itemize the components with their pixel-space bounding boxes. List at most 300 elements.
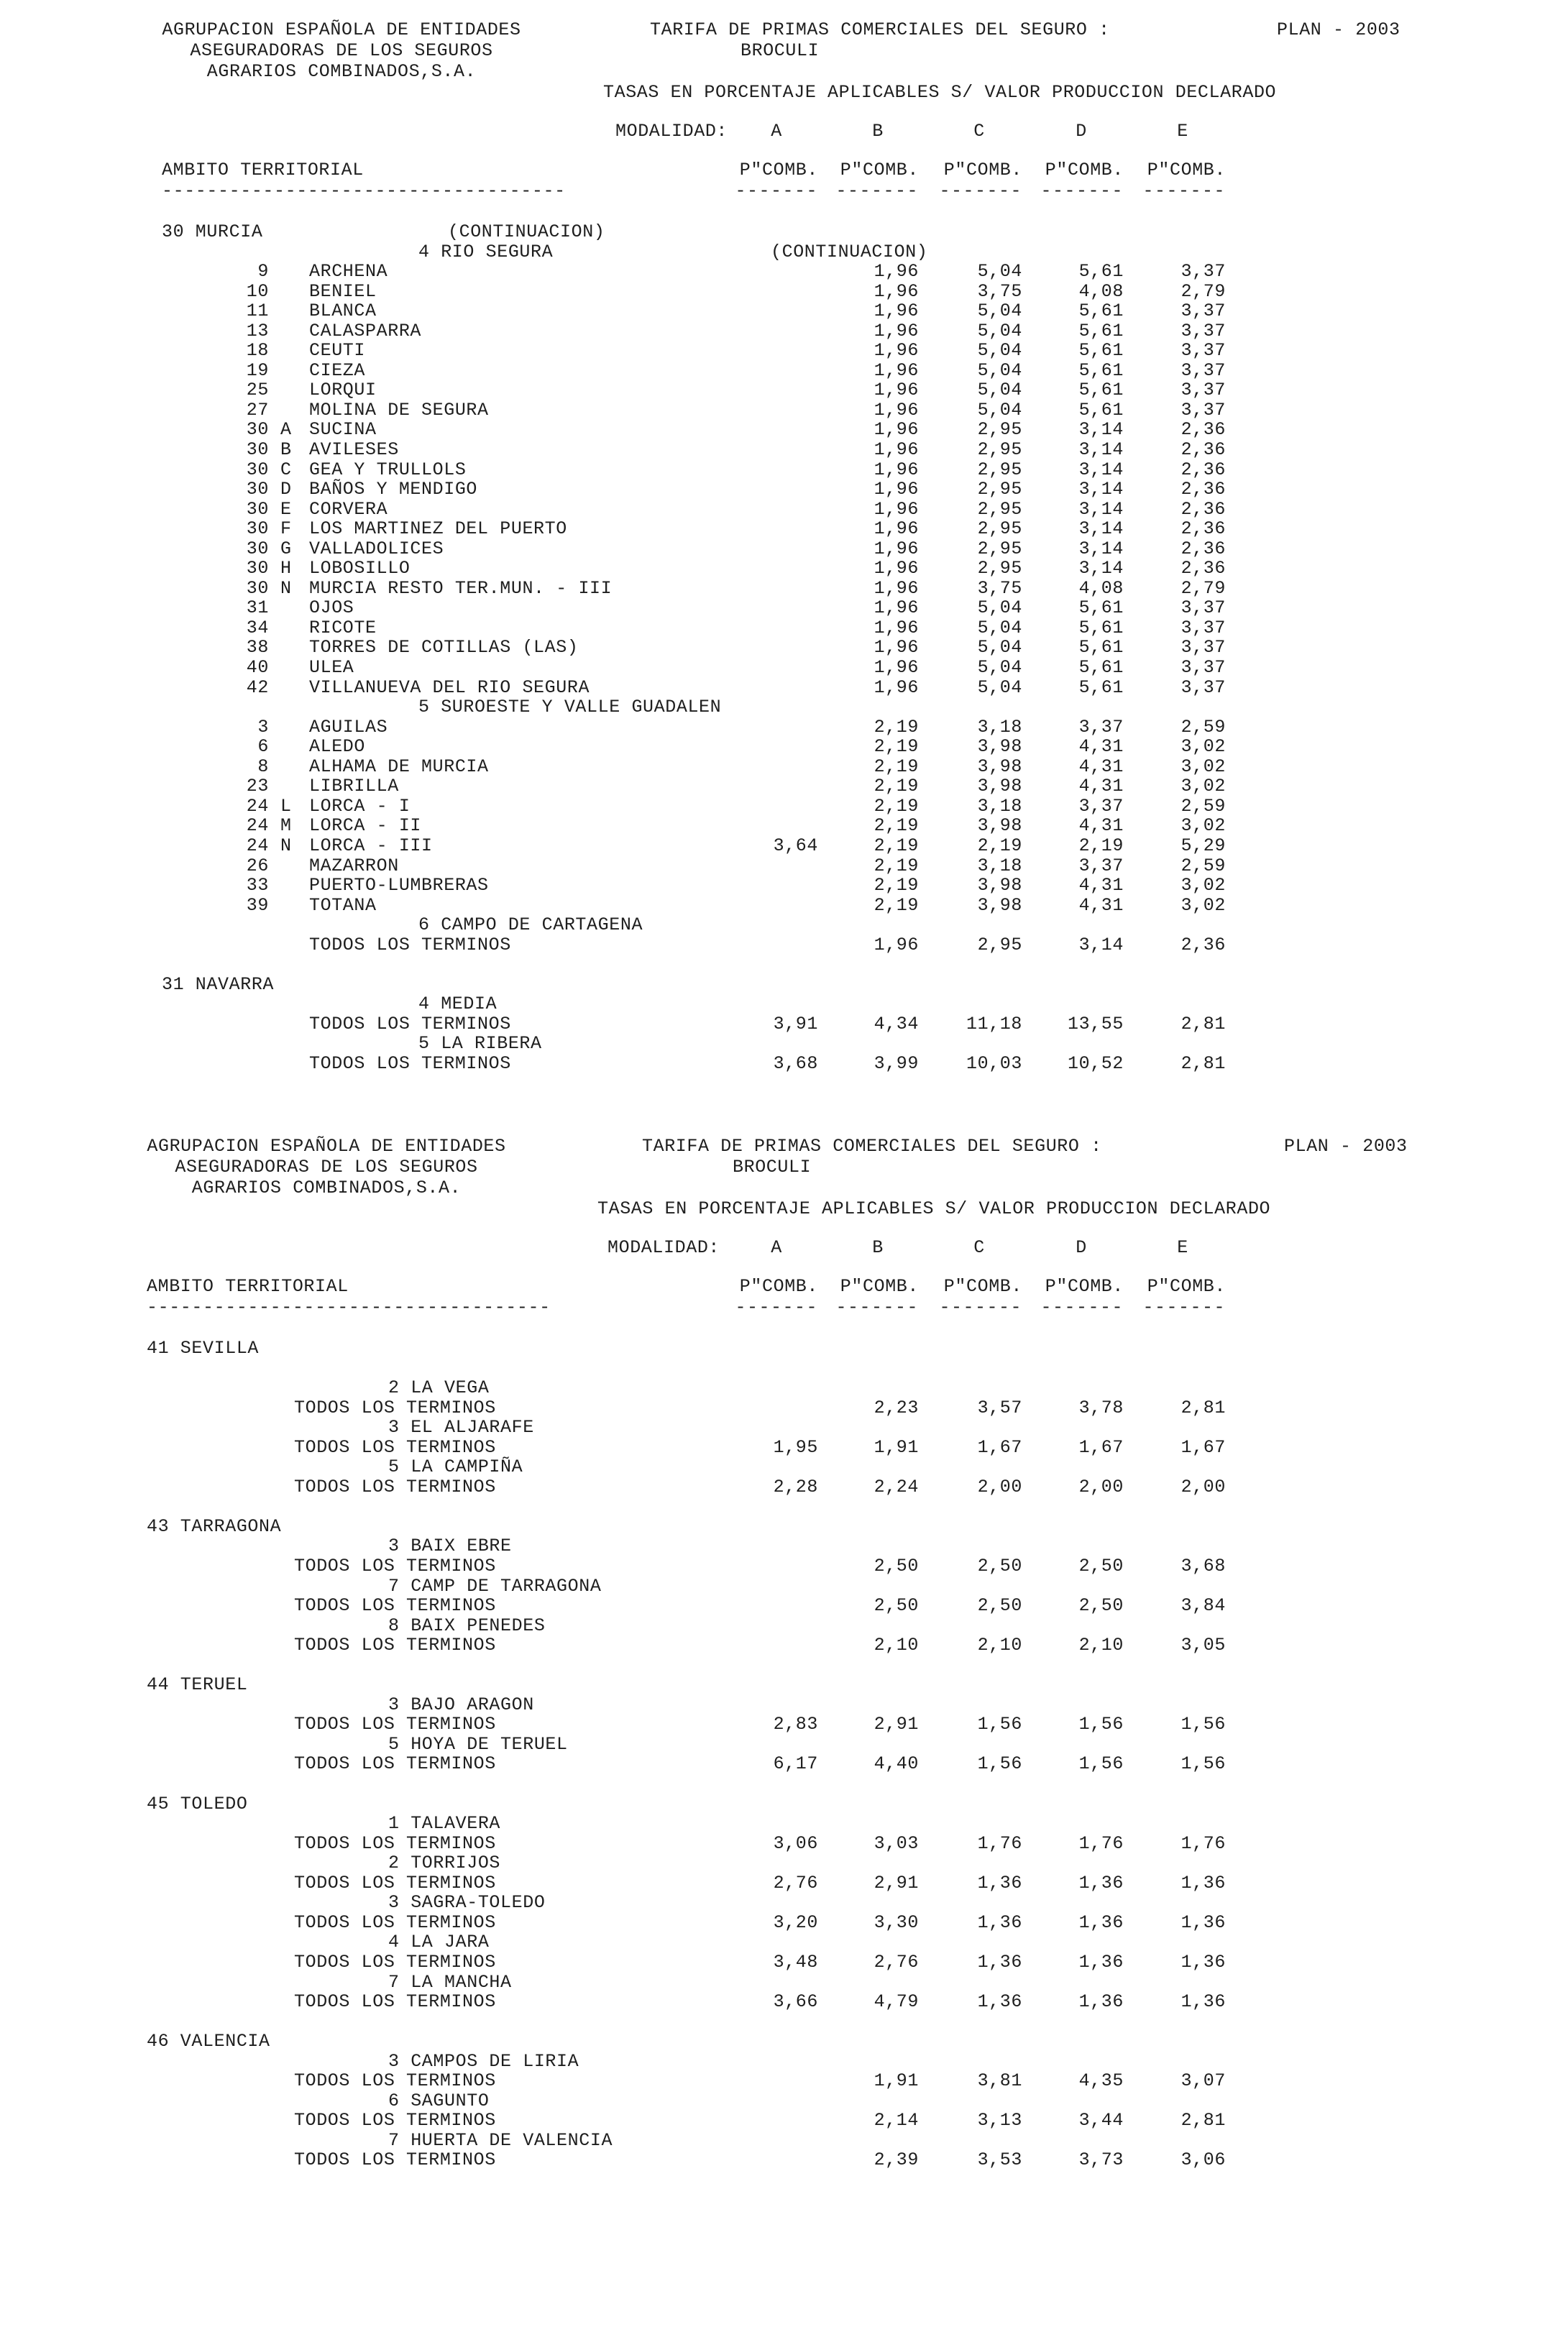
comarca-label: 3 BAIX EBRE	[388, 1536, 512, 1557]
rate-value-c: 5,04	[977, 676, 1022, 698]
comarca-label: 4 MEDIA	[418, 993, 498, 1015]
rate-value-e: 1,36	[1180, 1911, 1226, 1933]
column-header: P"COMB.	[943, 160, 1022, 180]
rate-value-e: 1,36	[1180, 1951, 1226, 1973]
plan-year: PLAN - 2003	[1277, 19, 1400, 40]
table-row	[0, 856, 1568, 876]
table-row	[0, 717, 1568, 738]
municipality-name: ALEDO	[309, 736, 366, 758]
rate-value-b: 2,19	[874, 795, 919, 817]
table-row	[0, 2150, 1568, 2170]
municipality-subcode: C	[280, 459, 292, 480]
comarca-row	[194, 1973, 1568, 1993]
comarca-row	[194, 1457, 1568, 1477]
rate-value-e: 3,37	[1180, 617, 1226, 638]
rate-value-c: 2,50	[977, 1595, 1022, 1617]
rate-value-c: 2,50	[977, 1556, 1022, 1577]
rate-value-c: 5,04	[977, 617, 1022, 638]
table-row	[0, 500, 1568, 520]
comarca-row	[194, 1378, 1568, 1398]
municipality-name: PUERTO-LUMBRERAS	[309, 875, 489, 896]
column-underline: -------	[735, 180, 818, 201]
comarca-label: 3 BAJO ARAGON	[388, 1694, 534, 1715]
comarca-label: 5 SUROESTE Y VALLE GUADALEN	[418, 697, 722, 718]
table-row	[0, 479, 1568, 500]
comarca-row	[194, 1853, 1568, 1873]
rate-value-d: 4,31	[1078, 894, 1124, 916]
organization-name-line: ASEGURADORAS DE LOS SEGUROS	[175, 1157, 478, 1178]
rate-value-e: 3,02	[1180, 875, 1226, 896]
rate-value-d: 1,36	[1078, 1872, 1124, 1894]
rate-value-b: 1,96	[874, 300, 919, 322]
rate-value-e: 3,07	[1180, 2070, 1226, 2092]
table-row	[0, 638, 1568, 658]
rate-value-d: 3,14	[1078, 518, 1124, 540]
comarca-label: 3 CAMPOS DE LIRIA	[388, 2050, 579, 2072]
rate-value-d: 5,61	[1078, 617, 1124, 638]
comarca-row	[209, 915, 1568, 935]
organization-name-line: ASEGURADORAS DE LOS SEGUROS	[190, 40, 493, 61]
rate-value-c: 5,04	[977, 320, 1022, 341]
comarca-label: 3 EL ALJARAFE	[388, 1417, 534, 1438]
table-row	[0, 935, 1568, 955]
municipality-subcode: F	[280, 518, 292, 540]
rate-value-d: 2,10	[1078, 1635, 1124, 1656]
rate-value-e: 3,02	[1180, 815, 1226, 837]
municipality-name: TODOS LOS TERMINOS	[294, 1832, 496, 1854]
rate-value-d: 3,44	[1078, 2110, 1124, 2131]
ambito-territorial-label: AMBITO TERRITORIAL	[162, 160, 364, 180]
rate-value-e: 2,36	[1180, 934, 1226, 955]
municipality-name: RICOTE	[309, 617, 377, 638]
crop-name: BROCULI	[741, 40, 820, 61]
rate-value-e: 3,84	[1180, 1595, 1226, 1617]
municipality-code: 30	[246, 479, 269, 500]
municipality-code: 6	[257, 736, 269, 758]
rate-value-c: 3,98	[977, 815, 1022, 837]
rate-value-c: 2,95	[977, 558, 1022, 579]
rate-value-c: 2,95	[977, 439, 1022, 461]
municipality-code: 30	[246, 419, 269, 441]
municipality-name: TODOS LOS TERMINOS	[294, 2149, 496, 2171]
rate-value-c: 5,04	[977, 340, 1022, 362]
comarca-row	[194, 2052, 1568, 2072]
municipality-code: 34	[246, 617, 269, 638]
province-row	[0, 1339, 1568, 1359]
rates-subtitle: TASAS EN PORCENTAJE APLICABLES S/ VALOR PRODUCCION DECLARADO	[603, 82, 1277, 103]
rate-value-c: 3,81	[977, 2070, 1022, 2092]
rate-value-b: 2,24	[874, 1476, 919, 1497]
rate-value-d: 4,31	[1078, 776, 1124, 797]
municipality-code: 33	[246, 875, 269, 896]
table-row	[0, 1992, 1568, 2012]
comarca-label: 5 HOYA DE TERUEL	[388, 1733, 568, 1755]
rate-value-d: 2,19	[1078, 835, 1124, 856]
rate-value-b: 2,19	[874, 815, 919, 837]
column-underline: -------	[1040, 180, 1124, 201]
rate-value-e: 2,59	[1180, 855, 1226, 876]
rate-value-b: 1,96	[874, 637, 919, 658]
municipality-name: TOTANA	[309, 894, 377, 916]
rate-value-e: 2,81	[1180, 2110, 1226, 2131]
modalidad-letter: C	[973, 121, 985, 142]
province-row	[0, 1794, 1568, 1814]
table-row	[0, 2111, 1568, 2131]
municipality-name: TODOS LOS TERMINOS	[294, 1595, 496, 1617]
rate-value-c: 3,98	[977, 875, 1022, 896]
rate-value-e: 2,36	[1180, 459, 1226, 480]
municipality-name: ULEA	[309, 657, 354, 679]
municipality-name: TODOS LOS TERMINOS	[309, 934, 511, 955]
column-header: P"COMB.	[1045, 1276, 1124, 1297]
municipality-name: LORCA - I	[309, 795, 411, 817]
municipality-code: 30	[246, 518, 269, 540]
modalidad-label: MODALIDAD:	[608, 1237, 720, 1258]
municipality-code: 30	[246, 459, 269, 480]
rate-value-c: 5,04	[977, 261, 1022, 283]
municipality-subcode: G	[280, 538, 292, 559]
rate-value-b: 2,19	[874, 776, 919, 797]
rate-value-d: 3,14	[1078, 439, 1124, 461]
comarca-row	[194, 1814, 1568, 1834]
rate-value-e: 2,00	[1180, 1476, 1226, 1497]
rate-value-b: 1,96	[874, 320, 919, 341]
rate-value-b: 2,76	[874, 1951, 919, 1973]
municipality-name: BAÑOS Y MENDIGO	[309, 479, 478, 500]
rate-value-d: 1,36	[1078, 1951, 1124, 1973]
rate-value-b: 2,91	[874, 1714, 919, 1735]
rate-value-b: 1,96	[874, 934, 919, 955]
comarca-row	[209, 242, 1568, 262]
rate-value-b: 4,34	[874, 1013, 919, 1034]
rate-value-d: 3,14	[1078, 479, 1124, 500]
table-row	[0, 440, 1568, 460]
rate-value-b: 1,96	[874, 498, 919, 520]
municipality-code: 30	[246, 439, 269, 461]
modalidad-letter: D	[1076, 121, 1087, 142]
municipality-name: AVILESES	[309, 439, 399, 461]
column-header: P"COMB.	[943, 1276, 1022, 1297]
rate-value-c: 3,98	[977, 736, 1022, 758]
comarca-label: 5 LA RIBERA	[418, 1033, 542, 1055]
comarca-row	[194, 1893, 1568, 1913]
rate-value-b: 2,19	[874, 835, 919, 856]
rate-value-e: 3,68	[1180, 1556, 1226, 1577]
rate-value-e: 2,36	[1180, 479, 1226, 500]
rate-value-c: 5,04	[977, 359, 1022, 381]
table-row	[0, 1014, 1568, 1034]
tariff-title: TARIFA DE PRIMAS COMERCIALES DEL SEGURO :	[642, 1136, 1102, 1157]
rate-value-b: 1,96	[874, 459, 919, 480]
rate-value-d: 4,31	[1078, 815, 1124, 837]
rate-value-b: 2,19	[874, 716, 919, 738]
column-header: P"COMB.	[739, 160, 818, 180]
rate-value-d: 5,61	[1078, 637, 1124, 658]
comarca-label: 1 TALAVERA	[388, 1813, 501, 1835]
province-row	[0, 975, 1568, 995]
table-row	[0, 1913, 1568, 1933]
municipality-code: 18	[246, 340, 269, 362]
rate-value-e: 1,76	[1180, 1832, 1226, 1854]
tariff-table	[0, 1339, 1568, 2170]
modalidad-letter: A	[771, 1237, 782, 1258]
rate-value-d: 1,36	[1078, 1911, 1124, 1933]
column-header: P"COMB.	[840, 1276, 919, 1297]
rate-value-a: 3,66	[773, 1991, 818, 2013]
table-row	[0, 896, 1568, 916]
modalidad-letter: C	[973, 1237, 985, 1258]
rate-value-d: 2,00	[1078, 1476, 1124, 1497]
column-header: P"COMB.	[1147, 160, 1226, 180]
comarca-label: 4 LA JARA	[388, 1932, 490, 1953]
comarca-label: 7 HUERTA DE VALENCIA	[388, 2129, 613, 2151]
table-row	[0, 420, 1568, 440]
comarca-label: 6 CAMPO DE CARTAGENA	[418, 914, 643, 936]
rate-value-d: 3,14	[1078, 419, 1124, 441]
table-row	[0, 301, 1568, 321]
municipality-name: ALHAMA DE MURCIA	[309, 756, 489, 777]
comarca-label: 7 CAMP DE TARRAGONA	[388, 1575, 602, 1597]
rate-value-b: 1,96	[874, 577, 919, 599]
municipality-name: LOS MARTINEZ DEL PUERTO	[309, 518, 567, 540]
rate-value-e: 3,02	[1180, 776, 1226, 797]
rate-value-d: 1,56	[1078, 1714, 1124, 1735]
column-header: P"COMB.	[1147, 1276, 1226, 1297]
table-row	[0, 361, 1568, 381]
table-row	[0, 598, 1568, 618]
rate-value-c: 5,04	[977, 637, 1022, 658]
table-row	[0, 1715, 1568, 1735]
modalidad-letter: E	[1177, 121, 1188, 142]
municipality-name: TODOS LOS TERMINOS	[294, 1911, 496, 1933]
municipality-name: TODOS LOS TERMINOS	[294, 1872, 496, 1894]
rate-value-d: 1,67	[1078, 1436, 1124, 1458]
rate-value-d: 13,55	[1067, 1013, 1124, 1034]
rate-value-e: 2,79	[1180, 577, 1226, 599]
rate-value-c: 1,67	[977, 1436, 1022, 1458]
organization-name-line: AGRUPACION ESPAÑOLA DE ENTIDADES	[147, 1136, 506, 1157]
municipality-name: VILLANUEVA DEL RIO SEGURA	[309, 676, 590, 698]
comarca-label: 8 BAIX PENEDES	[388, 1615, 546, 1636]
municipality-code: 23	[246, 776, 269, 797]
rate-value-a: 2,76	[773, 1872, 818, 1894]
rate-value-d: 4,31	[1078, 756, 1124, 777]
municipality-code: 13	[246, 320, 269, 341]
rate-value-e: 1,67	[1180, 1436, 1226, 1458]
municipality-code: 24	[246, 795, 269, 817]
rate-value-b: 2,19	[874, 875, 919, 896]
rate-value-d: 4,08	[1078, 280, 1124, 302]
rate-value-d: 4,31	[1078, 736, 1124, 758]
municipality-code: 31	[246, 597, 269, 619]
rate-value-c: 5,04	[977, 399, 1022, 421]
table-row	[0, 737, 1568, 757]
rate-value-c: 2,95	[977, 419, 1022, 441]
rate-value-c: 2,95	[977, 459, 1022, 480]
table-row	[0, 1477, 1568, 1497]
comarca-label: 2 TORRIJOS	[388, 1853, 501, 1874]
rate-value-d: 5,61	[1078, 676, 1124, 698]
rate-value-d: 4,31	[1078, 875, 1124, 896]
table-row	[0, 1952, 1568, 1973]
province-row	[0, 1675, 1568, 1695]
municipality-name: TODOS LOS TERMINOS	[294, 1397, 496, 1418]
municipality-name: TODOS LOS TERMINOS	[294, 1635, 496, 1656]
table-row	[0, 1635, 1568, 1656]
rate-value-a: 1,95	[773, 1436, 818, 1458]
rate-value-c: 3,57	[977, 1397, 1022, 1418]
municipality-name: TODOS LOS TERMINOS	[294, 1556, 496, 1577]
rate-value-b: 2,14	[874, 2110, 919, 2131]
municipality-code: 24	[246, 835, 269, 856]
table-row	[0, 876, 1568, 896]
table-row	[0, 1054, 1568, 1074]
table-row	[0, 460, 1568, 480]
rate-value-e: 1,56	[1180, 1753, 1226, 1775]
rate-value-c: 1,76	[977, 1832, 1022, 1854]
rate-value-e: 2,81	[1180, 1013, 1226, 1034]
rate-value-d: 3,14	[1078, 934, 1124, 955]
rate-value-c: 1,56	[977, 1753, 1022, 1775]
table-row	[0, 579, 1568, 599]
rate-value-b: 1,96	[874, 261, 919, 283]
rate-value-c: 1,36	[977, 1911, 1022, 1933]
rate-value-c: 3,13	[977, 2110, 1022, 2131]
rate-value-a: 3,68	[773, 1052, 818, 1074]
rate-value-d: 3,37	[1078, 855, 1124, 876]
rate-value-e: 3,37	[1180, 637, 1226, 658]
rate-value-a: 3,06	[773, 1832, 818, 1854]
table-row	[0, 1398, 1568, 1418]
comarca-row	[194, 1695, 1568, 1715]
rate-value-b: 2,39	[874, 2149, 919, 2171]
rate-value-a: 6,17	[773, 1753, 818, 1775]
table-row	[0, 321, 1568, 341]
rate-value-d: 1,36	[1078, 1991, 1124, 2013]
rate-value-d: 5,61	[1078, 399, 1124, 421]
rate-value-b: 1,96	[874, 617, 919, 638]
rate-value-d: 1,76	[1078, 1832, 1124, 1854]
rate-value-d: 5,61	[1078, 657, 1124, 679]
rate-value-e: 2,81	[1180, 1397, 1226, 1418]
municipality-name: TODOS LOS TERMINOS	[294, 1951, 496, 1973]
rate-value-b: 1,96	[874, 280, 919, 302]
rate-value-c: 3,18	[977, 716, 1022, 738]
municipality-code: 38	[246, 637, 269, 658]
column-underline: -------	[1142, 180, 1226, 201]
rate-value-e: 2,36	[1180, 439, 1226, 461]
rate-value-d: 3,73	[1078, 2149, 1124, 2171]
municipality-name: TODOS LOS TERMINOS	[294, 1753, 496, 1775]
municipality-code: 25	[246, 380, 269, 401]
continuation-note: (CONTINUACION)	[771, 241, 928, 262]
table-row	[0, 776, 1568, 797]
rate-value-b: 1,91	[874, 2070, 919, 2092]
municipality-name: TODOS LOS TERMINOS	[294, 1436, 496, 1458]
rate-value-e: 1,56	[1180, 1714, 1226, 1735]
rate-value-b: 3,99	[874, 1052, 919, 1074]
table-row	[0, 400, 1568, 421]
rate-value-b: 1,96	[874, 439, 919, 461]
comarca-row	[194, 1932, 1568, 1952]
municipality-name: LORCA - II	[309, 815, 422, 837]
municipality-name: CALASPARRA	[309, 320, 422, 341]
municipality-name: TODOS LOS TERMINOS	[294, 1991, 496, 2013]
rate-value-b: 1,96	[874, 380, 919, 401]
municipality-code: 27	[246, 399, 269, 421]
rate-value-b: 1,96	[874, 538, 919, 559]
municipality-name: CEUTI	[309, 340, 366, 362]
rate-value-a: 3,64	[773, 835, 818, 856]
province-label: 43 TARRAGONA	[147, 1515, 282, 1537]
rate-value-c: 2,95	[977, 934, 1022, 955]
table-row	[0, 1556, 1568, 1576]
rate-value-d: 5,61	[1078, 597, 1124, 619]
column-underline: -------	[735, 1297, 818, 1318]
municipality-name: GEA Y TRULLOLS	[309, 459, 467, 480]
tariff-title: TARIFA DE PRIMAS COMERCIALES DEL SEGURO :	[650, 19, 1110, 40]
rate-value-b: 1,91	[874, 1436, 919, 1458]
municipality-name: MAZARRON	[309, 855, 399, 876]
modalidad-label: MODALIDAD:	[615, 121, 728, 142]
table-row	[0, 1596, 1568, 1616]
comarca-label: 4 RIO SEGURA	[418, 241, 554, 262]
comarca-label: 6 SAGUNTO	[388, 2090, 490, 2111]
province-label: 31 NAVARRA	[162, 973, 275, 995]
rate-value-b: 4,40	[874, 1753, 919, 1775]
rate-value-c: 2,19	[977, 835, 1022, 856]
rate-value-b: 1,96	[874, 359, 919, 381]
comarca-label: 2 LA VEGA	[388, 1377, 490, 1399]
municipality-name: TODOS LOS TERMINOS	[294, 2110, 496, 2131]
municipality-code: 42	[246, 676, 269, 698]
rate-value-d: 2,50	[1078, 1556, 1124, 1577]
municipality-name: TODOS LOS TERMINOS	[294, 1476, 496, 1497]
rate-value-e: 2,36	[1180, 518, 1226, 540]
rate-value-e: 2,36	[1180, 419, 1226, 441]
rate-value-d: 3,37	[1078, 795, 1124, 817]
rate-value-b: 3,03	[874, 1832, 919, 1854]
rate-value-b: 1,96	[874, 518, 919, 540]
table-row	[0, 1754, 1568, 1774]
rate-value-c: 3,75	[977, 577, 1022, 599]
organization-name-line: AGRARIOS COMBINADOS,S.A.	[206, 61, 477, 82]
municipality-name: MURCIA RESTO TER.MUN. - III	[309, 577, 613, 599]
rate-value-d: 4,08	[1078, 577, 1124, 599]
plan-year: PLAN - 2003	[1284, 1136, 1408, 1157]
rate-value-b: 1,96	[874, 479, 919, 500]
rate-value-a: 3,48	[773, 1951, 818, 1973]
municipality-subcode: L	[280, 795, 292, 817]
rate-value-a: 2,83	[773, 1714, 818, 1735]
province-row	[0, 2032, 1568, 2052]
municipality-code: 24	[246, 815, 269, 837]
municipality-subcode: N	[280, 577, 292, 599]
municipality-name: LIBRILLA	[309, 776, 399, 797]
municipality-code: 30	[246, 558, 269, 579]
rate-value-c: 3,98	[977, 776, 1022, 797]
rates-subtitle: TASAS EN PORCENTAJE APLICABLES S/ VALOR PRODUCCION DECLARADO	[597, 1198, 1271, 1219]
municipality-code: 30	[246, 498, 269, 520]
comarca-row	[194, 1735, 1568, 1755]
rate-value-c: 3,18	[977, 855, 1022, 876]
ambito-underline: ------------------------------------	[147, 1297, 551, 1318]
rate-value-b: 1,96	[874, 340, 919, 362]
municipality-code: 40	[246, 657, 269, 679]
rate-value-d: 3,37	[1078, 716, 1124, 738]
rate-value-d: 5,61	[1078, 300, 1124, 322]
rate-value-d: 3,14	[1078, 498, 1124, 520]
